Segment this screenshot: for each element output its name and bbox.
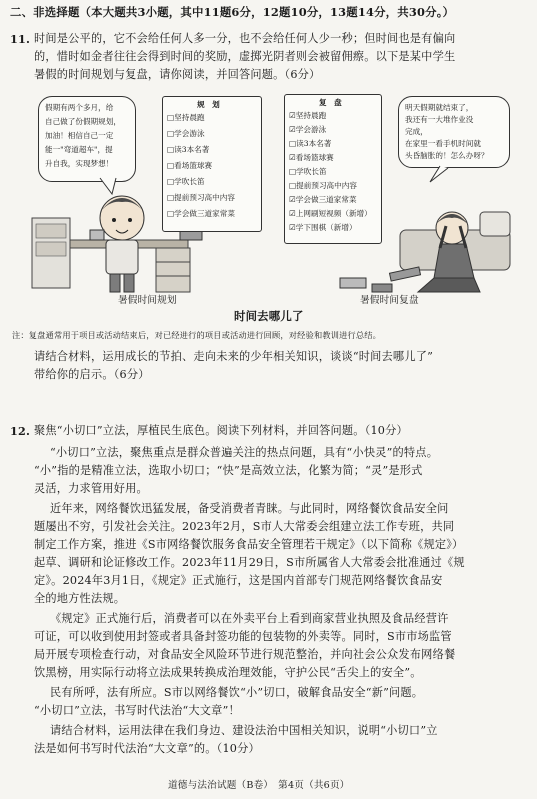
q12-head: 聚焦“小切口”立法，厚植民生底色。阅读下列材料，并回答问题。（10分） <box>34 424 408 437</box>
q12-p4-line-1: 民有所呼，法有所应。S市以网络餐饮“小”切口，破解食品安全“新”问题。 <box>50 686 424 699</box>
plan-item-7: □学会做三道家常菜 <box>167 209 235 218</box>
plan-item-5: □学吹长笛 <box>167 177 205 186</box>
section-title: 二、非选择题（本大题共3小题，其中11题6分，12题10分，13题14分，共30分。） <box>10 5 455 19</box>
left-bubble-line-3: 加油！相信自己一定 <box>45 131 114 140</box>
q12-p3-line-4: 饮黑榜，用实际行动将立法成果转换成治理效能，守护公民“舌尖上的安全”。 <box>34 666 422 679</box>
q12-p1-line-2: “小”指的是精准立法，选取小切口；“快”是高效立法，化繁为简；“灵”是形式 <box>34 464 423 477</box>
q12-p2-line-4: 起草、调研和论证修改工作。2023年11月29日，S市所属省人大常委会批准通过《规 <box>34 556 465 569</box>
center-title: 时间去哪儿了 <box>234 309 304 323</box>
plan-item-2: □学会游泳 <box>167 129 205 138</box>
q11-illustration <box>30 90 516 323</box>
right-speech-bubble <box>398 96 510 168</box>
q11-number: 11. <box>10 32 31 46</box>
right-bubble-line-4: 在家里一看手机时间就 <box>405 139 481 148</box>
review-item-2: ☑学会游泳 <box>289 125 327 134</box>
q12-p3-line-3: 局开展专项检查行动，对食品安全风险环节进行规范整治，并向社会公众发布网络餐 <box>34 648 456 661</box>
q12-p2-line-1: 近年来，网络餐饮迅猛发展，备受消费者青睐。与此同时，网络餐饮食品安全问 <box>50 502 449 515</box>
q12-p2-line-3: 制定工作方案，推进《S市网络餐饮服务食品安全管理若干规定》（以下简称《规定》） <box>34 538 464 551</box>
q11-note: 注：复盘通常用于项目或活动结束后，对已经进行的项目或活动进行回顾，对经验和教训进行总结。 <box>12 330 382 340</box>
plan-item-1: □坚持晨跑 <box>167 113 205 122</box>
review-item-1: ☑坚持晨跑 <box>289 111 327 120</box>
q12-p4-line-2: “小切口”立法，书写时代法治“大文章”！ <box>34 704 240 717</box>
right-bubble-line-2: 我还有一大堆作业没 <box>405 115 474 124</box>
q12-number: 12. <box>10 424 31 438</box>
plan-item-4: □看场篮球赛 <box>167 161 213 170</box>
plan-board <box>162 96 262 232</box>
q11-question-line-2: 带给你的启示。（6分） <box>34 368 150 381</box>
q11-question-line-1: 请结合材料，运用成长的节拍、走向未来的少年相关知识，谈谈“时间去哪儿了” <box>34 350 434 363</box>
review-item-4: ☑看场篮球赛 <box>289 153 334 162</box>
left-bubble-line-4: 能一"弯道超车"，提 <box>45 145 113 154</box>
page-footer: 道德与法治试题（B卷） 第4页（共6页） <box>168 780 350 791</box>
review-item-6: □提前预习高中内容 <box>289 181 357 190</box>
q12-question-line-2: 法是如何书写时代法治“大文章”的。（10分） <box>34 742 260 755</box>
q12-p2-line-6: 全的地方性法规。 <box>34 592 126 605</box>
caption-left: 暑假时间规划 <box>118 295 177 306</box>
plan-item-3: □读3本名著 <box>167 145 210 154</box>
plan-board-title: 规 划 <box>197 100 220 109</box>
caption-right: 暑假时间复盘 <box>360 295 419 306</box>
q12-p2-line-2: 题屡出不穷，引发社会关注。2023年2月，S市人大常委会组建立法工作专班，共同 <box>34 520 455 533</box>
left-bubble-line-1: 假期有两个多月，给 <box>45 103 114 112</box>
q12-p1-line-3: 灵活，力求管用好用。 <box>34 482 148 495</box>
q11-intro-line-3: 暑假的时间规划与复盘，请你阅读，并回答问题。（6分） <box>34 68 321 81</box>
review-item-5: □学吹长笛 <box>289 167 327 176</box>
right-bubble-line-5: 头昏脑胀的！怎么办呀？ <box>405 151 489 160</box>
q11-intro-line-2: 的，惜时如金者往往会得到时间的奖励，虚掷光阴者则会被留佣瘵。以下是某中学生 <box>34 50 456 63</box>
right-bubble-line-3: 完成， <box>405 127 428 136</box>
q12-p3-line-1: 《规定》正式施行后，消费者可以在外卖平台上看到商家营业执照及食品经营许 <box>50 612 449 625</box>
review-board-title: 复 盘 <box>319 98 342 107</box>
review-item-8: ☑上网刷短视频（新增） <box>289 209 372 218</box>
review-item-3: □读3本名著 <box>289 139 332 148</box>
q12-p2-line-5: 定》。2024年3月1日，《规定》正式施行，这是国内首部专门规范网络餐饮食品安 <box>34 574 443 587</box>
boy-with-review-illustration <box>280 160 516 300</box>
left-bubble-line-2: 自己做了份假期规划， <box>45 117 121 126</box>
q11-intro-line-1: 时间是公平的，它不会给任何人多一分，也不会给任何人少一秒；但时间也是有偏向 <box>34 32 456 45</box>
q12-question-line-1: 请结合材料，运用法律在我们身边、建设法治中国相关知识，说明“小切口”立 <box>50 724 438 737</box>
q12-p3-line-2: 可证，可以收到使用封签或者具备封签功能的包装物的外卖等。同时，S市市场监管 <box>34 630 452 643</box>
review-item-7: ☑学会做三道家常菜 <box>289 195 357 204</box>
q12-p1-line-1: “小切口”立法，聚焦重点是群众普遍关注的热点问题，具有“小快灵”的特点。 <box>50 446 439 459</box>
left-bubble-line-5: 升自我，实现梦想！ <box>45 159 114 168</box>
right-bubble-line-1: 明天假期就结束了， <box>405 103 474 112</box>
review-item-9: ☑学下围棋（新增） <box>289 223 357 232</box>
plan-item-6: □提前预习高中内容 <box>167 193 235 202</box>
